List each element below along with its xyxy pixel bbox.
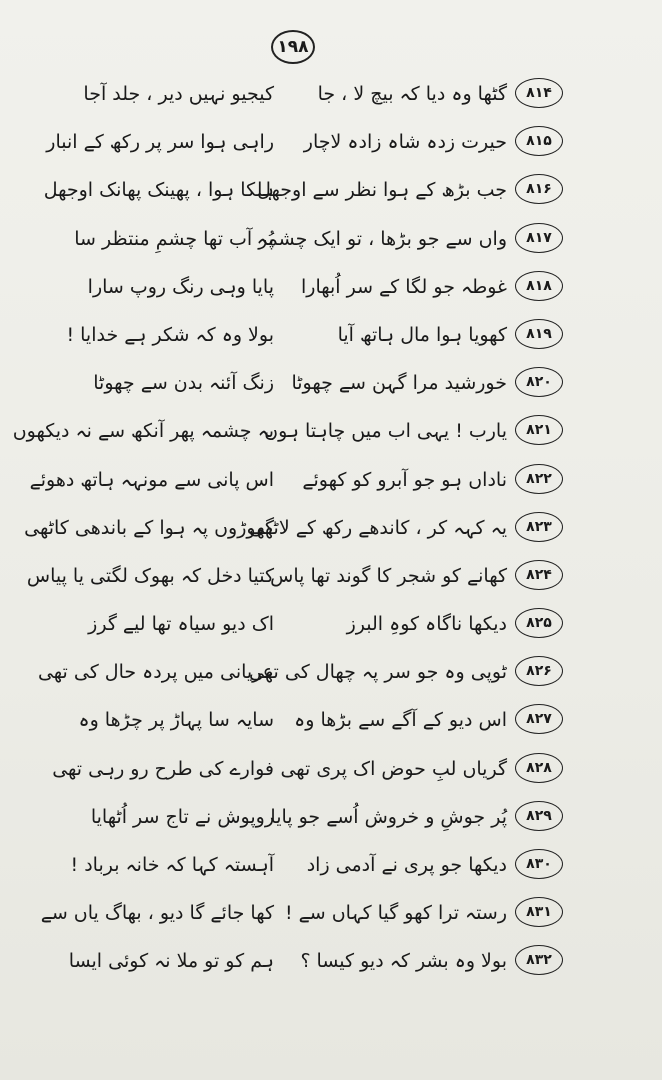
- verse-number: ۸۱۷: [515, 223, 563, 253]
- verse-first-line: یارب ! یہی اب میں چاہتا ہوں: [264, 420, 507, 443]
- verse-first-line: رستہ ترا کھو گیا کہاں سے !: [284, 902, 507, 925]
- verse-second-line: گھوڑوں پہ ہوا کے باندھی کاٹھی: [24, 516, 274, 539]
- verse-second-line: کیجیو نہیں دیر ، جلد آجا: [83, 83, 274, 105]
- verse-first-line: واں سے جو بڑھا ، تو ایک چشمہ: [256, 227, 507, 250]
- verse-first-line: کھانے کو شجر کا گوند تھا پاس: [270, 564, 507, 587]
- verse-first-line: خورشید مرا گہن سے چھوٹا: [291, 372, 507, 395]
- verse-number: ۸۲۵: [515, 608, 563, 638]
- verse-number: ۸۲۶: [515, 656, 563, 686]
- verse-second-line: پایا وہی رنگ روپ سارا: [87, 275, 274, 298]
- verse-first-line: ناداں ہو جو آبرو کو کھوئے: [302, 468, 507, 491]
- verse: [0, 600, 662, 648]
- verse-second-line: یہ چشمہ پھر آنکھ سے نہ دیکھوں: [12, 420, 274, 443]
- verse-number: ۸۳۰: [515, 849, 563, 879]
- verse-number: ۸۲۸: [515, 753, 563, 783]
- verse-second-line: زنگ آئنہ بدن سے چھوٹا: [93, 372, 274, 395]
- verse: [0, 648, 662, 696]
- verse-first-line: غوطہ جو لگا کے سر اُبھارا: [301, 275, 507, 298]
- verse-second-line: آہستہ کہا کہ خانہ برباد !: [70, 854, 274, 876]
- verse-first-line: بولا وہ بشر کہ دیو کیسا ؟: [300, 950, 507, 973]
- verse-number: ۸۱۹: [515, 319, 563, 349]
- verse-number: ۸۳۱: [515, 897, 563, 927]
- verse-first-line: یہ کہہ کر ، کاندھے رکھ کے لاٹھی: [248, 516, 507, 539]
- page-number: ۱۹۸: [271, 30, 315, 64]
- verse: [0, 166, 662, 214]
- verse-second-line: پُر آب تھا چشمِ منتظر سا: [74, 227, 274, 250]
- verse: [0, 359, 662, 407]
- verse: [0, 504, 662, 552]
- verse-first-line: پُر جوشِ و خروش اُسے جو پایا: [270, 805, 507, 828]
- verse-second-line: ہم کو تو ملا نہ کوئی ایسا: [68, 950, 274, 973]
- verse-first-line: دیکھا ناگاہ کوہِ البرز: [346, 613, 507, 636]
- verse-first-line: حیرت زدہ شاہ زادہ لاچار: [303, 131, 507, 154]
- verse: [0, 937, 662, 985]
- verse-first-line: دیکھا جو پری نے آدمی زاد: [306, 854, 507, 876]
- verse-number: ۸۱۶: [515, 174, 563, 204]
- verse-number: ۸۱۴: [515, 78, 563, 108]
- verse-second-line: عریانی میں پردہ حال کی تھی: [37, 661, 274, 684]
- verse: [0, 456, 662, 504]
- verse: [0, 407, 662, 455]
- verse-second-line: ہلکا ہوا ، پھینک پھانک اوجھل: [43, 179, 274, 202]
- verse-number: ۸۲۹: [515, 801, 563, 831]
- verse-number: ۸۲۳: [515, 512, 563, 542]
- verse-second-line: سایہ سا پہاڑ پر چڑھا وہ: [78, 709, 274, 732]
- verse: [0, 215, 662, 263]
- verse-second-line: فوارے کی طرح رو رہی تھی: [52, 757, 274, 780]
- verse-number: ۸۲۱: [515, 415, 563, 445]
- verse-first-line: کھویا ہوا مال ہاتھ آیا: [337, 323, 507, 346]
- verse-first-line: گٹھا وہ دیا کہ بیچ لا ، جا: [317, 83, 507, 105]
- verse: [0, 841, 662, 889]
- verse-second-line: کتیا دخل کہ بھوک لگتی یا پیاس: [26, 564, 274, 587]
- verse-number: ۸۳۲: [515, 945, 563, 975]
- verse-number: ۸۲۰: [515, 367, 563, 397]
- verse-second-line: کھا جائے گا دیو ، بھاگ یاں سے: [40, 902, 274, 925]
- verse: [0, 118, 662, 166]
- verse-second-line: اک دیو سیاہ تھا لیے گرز: [88, 613, 274, 636]
- verse-list: [0, 70, 662, 986]
- verse-number: ۸۱۸: [515, 271, 563, 301]
- verse-second-line: روپوش نے تاج سر اُٹھایا: [90, 805, 274, 828]
- verse: [0, 793, 662, 841]
- verse: [0, 552, 662, 600]
- verse: [0, 696, 662, 744]
- verse-first-line: ٹوپی وہ جو سر پہ چھال کی تھی: [248, 661, 507, 684]
- verse: [0, 263, 662, 311]
- verse: [0, 889, 662, 937]
- verse-second-line: بولا وہ کہ شکر ہے خدایا !: [66, 323, 274, 346]
- verse: [0, 745, 662, 793]
- verse-number: ۸۲۷: [515, 704, 563, 734]
- verse-first-line: گریاں لبِ حوض اک پری تھی: [280, 757, 507, 780]
- verse: [0, 311, 662, 359]
- verse-first-line: اس دیو کے آگے سے بڑھا وہ: [294, 709, 507, 732]
- verse-number: ۸۲۲: [515, 464, 563, 494]
- verse-number: ۸۲۴: [515, 560, 563, 590]
- verse-number: ۸۱۵: [515, 126, 563, 156]
- verse-second-line: راہی ہوا سر پر رکھ کے انبار: [46, 131, 274, 154]
- verse-first-line: جب بڑھ کے ہوا نظر سے اوجھل: [257, 179, 507, 202]
- verse: [0, 70, 662, 118]
- verse-second-line: اس پانی سے مونہہ ہاتھ دھوئے: [29, 468, 274, 491]
